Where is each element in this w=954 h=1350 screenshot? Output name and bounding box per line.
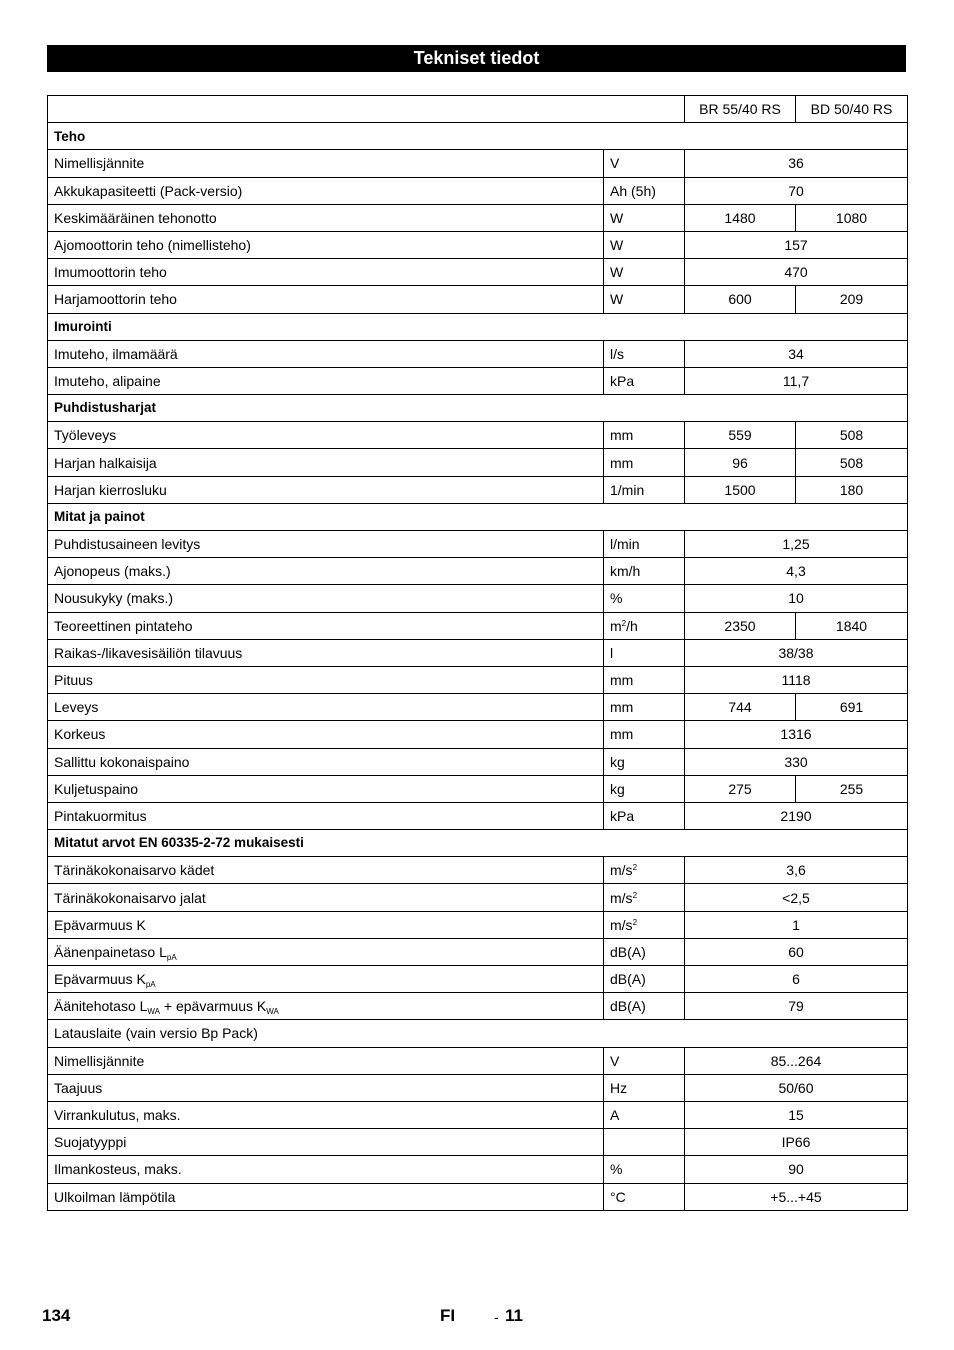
unit-cell	[604, 1129, 685, 1156]
unit-cell	[604, 938, 685, 965]
row-label	[48, 1183, 604, 1210]
unit-text: mm	[610, 672, 634, 689]
label-text: Äänenpainetaso L	[54, 943, 167, 960]
unit-cell	[604, 802, 685, 829]
table-row	[48, 721, 908, 748]
unit-text: l/min	[610, 536, 640, 553]
label-text: Työleveys	[54, 427, 117, 444]
section-heading: Mitat ja painot	[48, 503, 908, 530]
label-text: Leveys	[54, 699, 99, 716]
row-label	[48, 911, 604, 938]
table-row	[48, 1020, 908, 1047]
table-row	[48, 231, 908, 258]
unit-superscript: 2	[632, 863, 638, 873]
value-shared: 79	[685, 993, 908, 1020]
header-empty-cell	[48, 96, 685, 123]
unit-text: mm	[610, 726, 634, 743]
unit-text: Ah (5h)	[610, 182, 656, 199]
unit-cell	[604, 639, 685, 666]
label-text: Taajuus	[54, 1079, 103, 1096]
table-row	[48, 802, 908, 829]
table-row	[48, 966, 908, 993]
section-heading: Mitatut arvot EN 60335-2-72 mukaisesti	[48, 830, 908, 857]
unit-cell	[604, 585, 685, 612]
row-label	[48, 993, 604, 1020]
unit-text: %	[610, 1161, 623, 1178]
label-text: Epävarmuus K	[54, 916, 146, 933]
value-bd-50-40-rs: 255	[796, 775, 908, 802]
value-shared: 1118	[685, 666, 908, 693]
row-label	[48, 802, 604, 829]
unit-cell	[604, 721, 685, 748]
section-heading: Imurointi	[48, 313, 908, 340]
table-row	[48, 1047, 908, 1074]
label-text: Imuteho, ilmamäärä	[54, 345, 178, 362]
value-shared: 38/38	[685, 639, 908, 666]
value-shared: 85...264	[685, 1047, 908, 1074]
unit-cell	[604, 748, 685, 775]
unit-cell	[604, 231, 685, 258]
row-label	[48, 721, 604, 748]
table-row	[48, 857, 908, 884]
unit-text: 1/min	[610, 481, 645, 498]
label-text: Nousukyky (maks.)	[54, 590, 174, 607]
value-shared: IP66	[685, 1129, 908, 1156]
table-row	[48, 150, 908, 177]
unit-text: W	[610, 291, 624, 308]
unit-cell	[604, 286, 685, 313]
table-row	[48, 884, 908, 911]
unit-superscript: 2	[621, 618, 627, 628]
row-label	[48, 857, 604, 884]
row-label	[48, 639, 604, 666]
label-text: Raikas-/likavesisäiliön tilavuus	[54, 644, 243, 661]
unit-text: dB(A)	[610, 998, 646, 1015]
spec-table	[47, 95, 908, 1211]
unit-cell	[604, 1047, 685, 1074]
value-shared: 4,3	[685, 558, 908, 585]
unit-text: m/s	[610, 916, 633, 933]
table-row	[48, 367, 908, 394]
section-row	[48, 503, 908, 530]
row-label	[48, 585, 604, 612]
section-heading: Teho	[48, 123, 908, 150]
label-subscript: WA	[266, 1007, 279, 1017]
unit-cell	[604, 531, 685, 558]
value-shared: 3,6	[685, 857, 908, 884]
row-label	[48, 1047, 604, 1074]
table-row	[48, 259, 908, 286]
section-row	[48, 395, 908, 422]
table-row	[48, 1074, 908, 1101]
unit-text: A	[610, 1107, 620, 1124]
table-row	[48, 531, 908, 558]
unit-text: l	[610, 644, 614, 661]
table-row	[48, 177, 908, 204]
language-code: FI	[440, 1306, 456, 1325]
value-bd-50-40-rs: 1840	[796, 612, 908, 639]
label-text: Virrankulutus, maks.	[54, 1107, 181, 1124]
table-row	[48, 1101, 908, 1128]
table-row	[48, 286, 908, 313]
unit-cell	[604, 911, 685, 938]
table-row	[48, 476, 908, 503]
value-shared: +5...+45	[685, 1183, 908, 1210]
unit-text: m/s	[610, 862, 633, 879]
value-shared: 157	[685, 231, 908, 258]
value-shared: 60	[685, 938, 908, 965]
unit-cell	[604, 775, 685, 802]
label-text: Nimellisjännite	[54, 155, 145, 172]
value-br-55-40-rs: 1500	[685, 476, 796, 503]
unit-superscript: 2	[632, 890, 638, 900]
value-bd-50-40-rs: 508	[796, 449, 908, 476]
value-shared: 1316	[685, 721, 908, 748]
row-label	[48, 612, 604, 639]
label-text: Epävarmuus K	[54, 971, 146, 988]
label-text: Pituus	[54, 672, 93, 689]
value-br-55-40-rs: 275	[685, 775, 796, 802]
label-text: Ulkoilman lämpötila	[54, 1188, 176, 1205]
value-shared: 330	[685, 748, 908, 775]
unit-text: W	[610, 264, 624, 281]
label-text: Korkeus	[54, 726, 106, 743]
unit-text: kPa	[610, 807, 635, 824]
label-text: Äänitehotaso L	[54, 998, 148, 1015]
value-shared: 10	[685, 585, 908, 612]
section-row	[48, 313, 908, 340]
unit-cell	[604, 1156, 685, 1183]
label-text-continued: + epävarmuus K	[160, 998, 267, 1015]
label-text: Akkukapasiteetti (Pack-versio)	[54, 182, 243, 199]
label-text: Harjan kierrosluku	[54, 481, 167, 498]
unit-text: V	[610, 1052, 620, 1069]
section-row	[48, 830, 908, 857]
unit-superscript: 2	[632, 917, 638, 927]
row-label	[48, 231, 604, 258]
unit-text: mm	[610, 454, 634, 471]
row-label	[48, 476, 604, 503]
row-label	[48, 748, 604, 775]
row-label	[48, 150, 604, 177]
unit-cell	[604, 177, 685, 204]
column-header-br-55-40-rs: BR 55/40 RS	[685, 96, 796, 123]
value-br-55-40-rs: 2350	[685, 612, 796, 639]
value-br-55-40-rs: 559	[685, 422, 796, 449]
unit-text: mm	[610, 427, 634, 444]
value-br-55-40-rs: 600	[685, 286, 796, 313]
footer-dash: -	[494, 1309, 499, 1325]
row-label	[48, 367, 604, 394]
unit-cell	[604, 966, 685, 993]
label-text: Puhdistusaineen levitys	[54, 536, 201, 553]
row-label	[48, 422, 604, 449]
section-heading: Puhdistusharjat	[48, 395, 908, 422]
unit-cell	[604, 694, 685, 721]
row-label	[48, 1156, 604, 1183]
unit-cell	[604, 340, 685, 367]
value-shared: 6	[685, 966, 908, 993]
value-br-55-40-rs: 1480	[685, 204, 796, 231]
label-text: Suojatyyppi	[54, 1134, 127, 1151]
label-text: Harjan halkaisija	[54, 454, 157, 471]
label-text: Ajomoottorin teho (nimellisteho)	[54, 237, 251, 254]
value-shared: 470	[685, 259, 908, 286]
label-text: Sallittu kokonaispaino	[54, 753, 190, 770]
table-row	[48, 558, 908, 585]
label-text: Keskimääräinen tehonotto	[54, 209, 217, 226]
unit-cell	[604, 1183, 685, 1210]
table-row	[48, 422, 908, 449]
unit-cell	[604, 558, 685, 585]
unit-cell	[604, 666, 685, 693]
table-row	[48, 1183, 908, 1210]
value-bd-50-40-rs: 1080	[796, 204, 908, 231]
row-label	[48, 775, 604, 802]
table-row	[48, 938, 908, 965]
value-shared: 2190	[685, 802, 908, 829]
row-label	[48, 694, 604, 721]
unit-text: l/s	[610, 345, 624, 362]
value-bd-50-40-rs: 180	[796, 476, 908, 503]
unit-cell	[604, 612, 685, 639]
unit-text: dB(A)	[610, 971, 646, 988]
row-label	[48, 966, 604, 993]
value-br-55-40-rs: 744	[685, 694, 796, 721]
unit-text: kg	[610, 753, 625, 770]
value-bd-50-40-rs: 691	[796, 694, 908, 721]
unit-cell	[604, 1074, 685, 1101]
value-bd-50-40-rs: 209	[796, 286, 908, 313]
table-row	[48, 775, 908, 802]
value-shared: 36	[685, 150, 908, 177]
unit-text: W	[610, 237, 624, 254]
unit-cell	[604, 150, 685, 177]
unit-text: Hz	[610, 1079, 628, 1096]
label-text: Nimellisjännite	[54, 1052, 145, 1069]
table-row	[48, 204, 908, 231]
unit-text: kPa	[610, 372, 635, 389]
table-row	[48, 911, 908, 938]
row-label	[48, 558, 604, 585]
label-text: Ilmankosteus, maks.	[54, 1161, 182, 1178]
column-header-bd-50-40-rs: BD 50/40 RS	[796, 96, 908, 123]
table-row	[48, 449, 908, 476]
unit-text: m/s	[610, 889, 633, 906]
unit-text: kg	[610, 780, 625, 797]
value-shared: 1,25	[685, 531, 908, 558]
label-text: Harjamoottorin teho	[54, 291, 177, 308]
label-text: Pintakuormitus	[54, 807, 147, 824]
row-label	[48, 204, 604, 231]
label-subscript: pA	[166, 952, 177, 962]
unit-text: °C	[610, 1188, 626, 1205]
row-label	[48, 531, 604, 558]
table-row	[48, 340, 908, 367]
value-shared: <2,5	[685, 884, 908, 911]
unit-text: %	[610, 590, 623, 607]
row-label	[48, 259, 604, 286]
unit-cell	[604, 259, 685, 286]
page-number: 134	[42, 1306, 71, 1325]
table-row	[48, 639, 908, 666]
unit-text: m	[610, 617, 622, 634]
section-page-number: 11	[505, 1306, 523, 1325]
unit-cell	[604, 367, 685, 394]
label-text: Teoreettinen pintateho	[54, 617, 193, 634]
unit-text: W	[610, 209, 624, 226]
label-text: Ajonopeus (maks.)	[54, 563, 171, 580]
unit-cell	[604, 449, 685, 476]
table-row	[48, 1129, 908, 1156]
table-row	[48, 694, 908, 721]
row-label	[48, 1129, 604, 1156]
table-header-row	[48, 96, 908, 123]
row-label	[48, 177, 604, 204]
row-label	[48, 1101, 604, 1128]
label-text: Tärinäkokonaisarvo jalat	[54, 889, 206, 906]
unit-cell	[604, 993, 685, 1020]
row-label	[48, 666, 604, 693]
unit-cell	[604, 1101, 685, 1128]
value-br-55-40-rs: 96	[685, 449, 796, 476]
value-shared: 50/60	[685, 1074, 908, 1101]
table-row	[48, 1156, 908, 1183]
value-shared: 11,7	[685, 367, 908, 394]
unit-cell	[604, 476, 685, 503]
unit-text: dB(A)	[610, 943, 646, 960]
label-text: Imumoottorin teho	[54, 264, 167, 281]
group-label: Latauslaite (vain versio Bp Pack)	[48, 1020, 908, 1047]
unit-cell	[604, 422, 685, 449]
unit-text-continued: /h	[626, 617, 638, 634]
value-shared: 34	[685, 340, 908, 367]
page-title: Tekniset tiedot	[47, 45, 906, 72]
section-row	[48, 123, 908, 150]
row-label	[48, 286, 604, 313]
table-row	[48, 993, 908, 1020]
table-row	[48, 666, 908, 693]
row-label	[48, 340, 604, 367]
label-text: Kuljetuspaino	[54, 780, 139, 797]
label-text: Tärinäkokonaisarvo kädet	[54, 862, 215, 879]
unit-cell	[604, 884, 685, 911]
unit-text: mm	[610, 699, 634, 716]
table-row	[48, 748, 908, 775]
value-shared: 90	[685, 1156, 908, 1183]
unit-cell	[604, 857, 685, 884]
value-shared: 1	[685, 911, 908, 938]
row-label	[48, 449, 604, 476]
unit-text: km/h	[610, 563, 641, 580]
row-label	[48, 1074, 604, 1101]
row-label	[48, 938, 604, 965]
value-shared: 15	[685, 1101, 908, 1128]
row-label	[48, 884, 604, 911]
label-text: Imuteho, alipaine	[54, 372, 161, 389]
label-subscript: pA	[145, 980, 156, 990]
unit-cell	[604, 204, 685, 231]
table-row	[48, 612, 908, 639]
value-bd-50-40-rs: 508	[796, 422, 908, 449]
label-subscript: WA	[147, 1007, 160, 1017]
unit-text: V	[610, 155, 620, 172]
table-row	[48, 585, 908, 612]
value-shared: 70	[685, 177, 908, 204]
